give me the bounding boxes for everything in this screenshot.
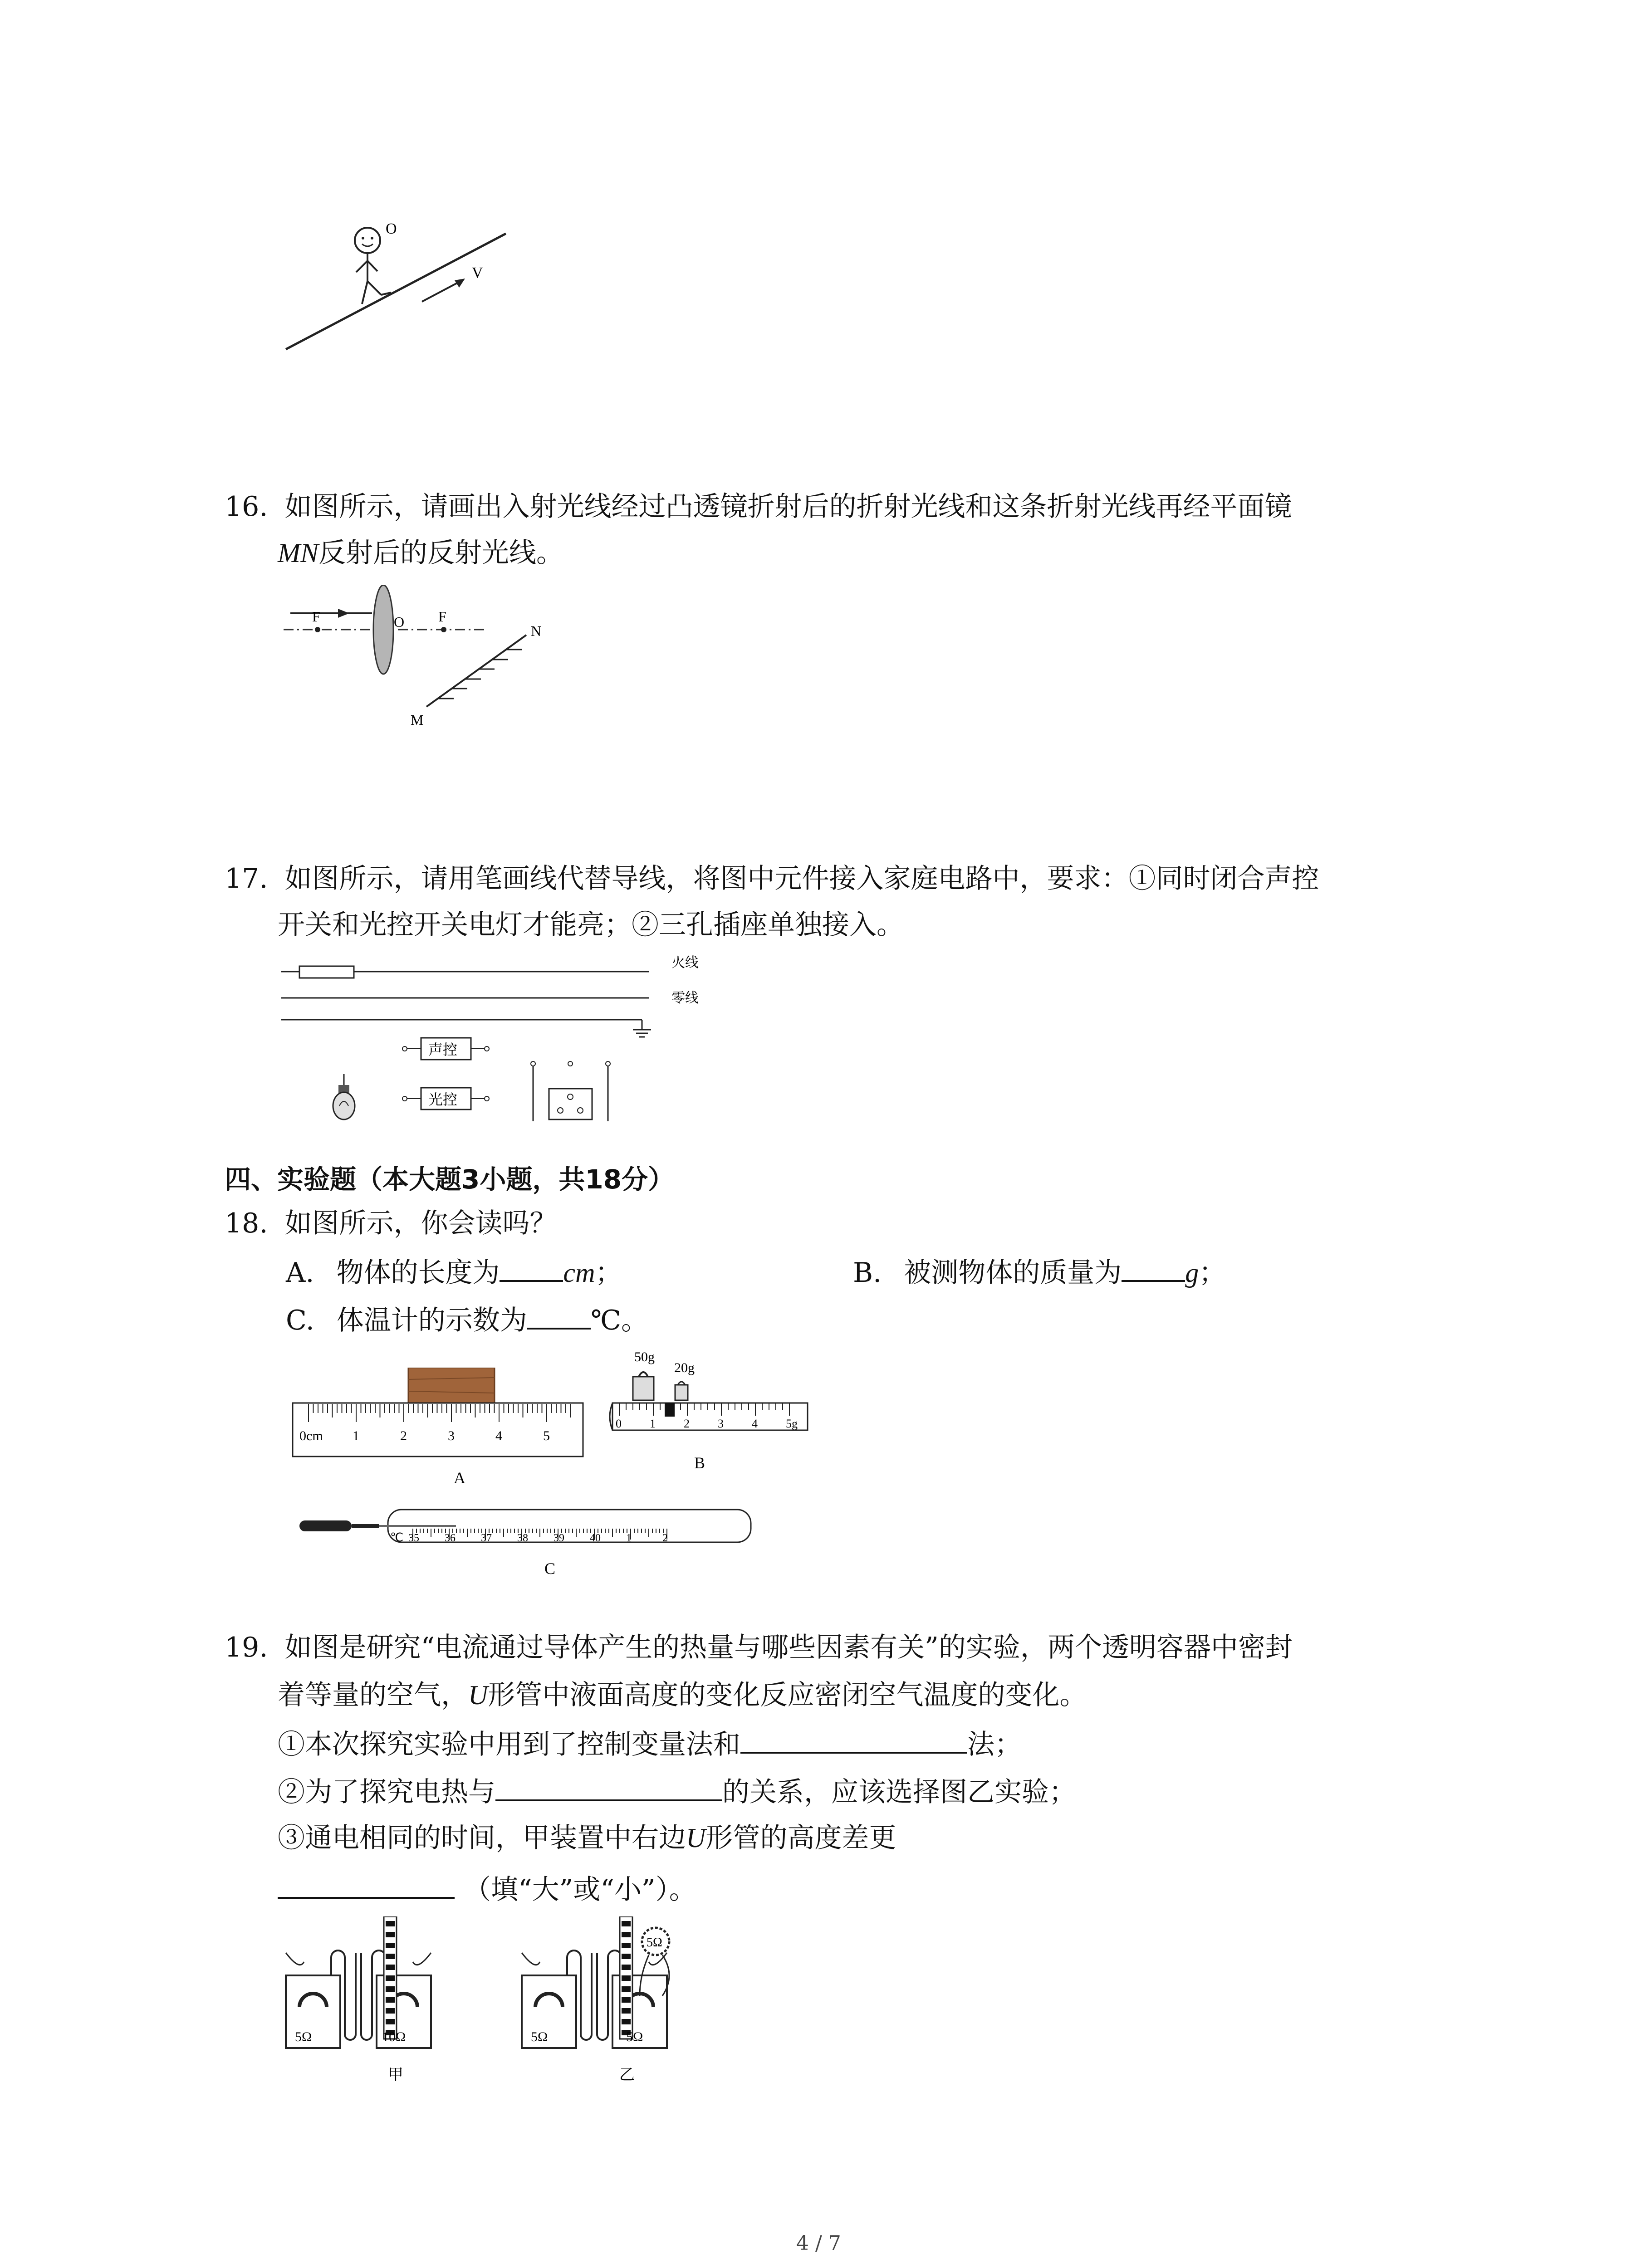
q19-item1-pre: ①本次探究实验中用到了控制变量法和 [278, 1729, 740, 1760]
thermo-tick-label: 35 [408, 1532, 419, 1544]
q18-weight-20g: 20g [674, 1360, 695, 1375]
q19-item3-tail: （填“大”或“小”）。 [464, 1874, 696, 1906]
ruler-tick-label: 4 [495, 1428, 502, 1443]
q15-label-o: O [386, 220, 397, 237]
q19-jia-left-res: 5Ω [295, 2029, 312, 2044]
q19-item3 [278, 1819, 896, 1857]
q18-intro: 如图所示，你会读吗？ [284, 1207, 557, 1239]
q19-item1-blank[interactable] [740, 1724, 967, 1754]
q17-text-line2: 开关和光控开关电灯才能亮；②三孔插座单独接入。 [278, 909, 904, 941]
q18-b-label: B. [853, 1257, 882, 1289]
q16-label-f-right: F [438, 608, 446, 625]
q17-line2 [278, 906, 904, 944]
q18-label-a: A [454, 1469, 465, 1487]
q19-yi-left-res: 5Ω [531, 2029, 548, 2044]
q18-part-c [286, 1300, 648, 1339]
q19-figure [277, 1916, 767, 2121]
q18-thermometer-figure [297, 1506, 760, 1588]
q16-figure [281, 585, 563, 730]
q19-item1 [278, 1724, 1022, 1764]
q17-label-neutral: 零线 [671, 990, 699, 1006]
q18-balance-figure [603, 1345, 812, 1490]
scale-tick-label: 2 [684, 1417, 690, 1430]
q16-label-m: M [411, 712, 424, 728]
page-number: 4 / 7 [796, 2232, 841, 2255]
q17-text-line1: 如图所示，请用笔画线代替导线，将图中元件接入家庭电路中，要求：①同时闭合声控 [284, 863, 1319, 894]
ruler-tick-label: 5 [543, 1428, 550, 1443]
q19-line1 [225, 1628, 1293, 1667]
q19-u-2: U [686, 1823, 706, 1853]
q18-c-blank[interactable] [527, 1300, 591, 1330]
q18-a-text: 物体的长度为 [336, 1257, 500, 1289]
q18-b-text: 被测物体的质量为 [904, 1257, 1122, 1289]
thermo-tick-label: 40 [590, 1532, 601, 1544]
q19-apparatus-yi [522, 1916, 669, 2084]
scale-tick-label: 1 [650, 1417, 656, 1430]
thermo-tick-label: 39 [554, 1532, 564, 1544]
q19-number: 19. [225, 1632, 268, 1663]
q19-jia-right-res: 10Ω [382, 2029, 406, 2044]
q19-item3-pre: ③通电相同的时间，甲装置中右边 [278, 1822, 686, 1854]
q18-part-a [286, 1252, 622, 1292]
thermo-tick-label: 37 [481, 1532, 492, 1544]
q16-label-n: N [531, 623, 542, 639]
q18-label-b: B [694, 1454, 705, 1472]
q16-label-f-left: F [312, 608, 320, 625]
q19-item2-post: 的关系，应该选择图乙实验； [722, 1776, 1076, 1808]
ruler-tick-label: 1 [353, 1428, 359, 1443]
q19-item2-blank[interactable] [495, 1771, 722, 1801]
scale-tick-label: 5g [786, 1417, 798, 1430]
q19-u-1: U [468, 1680, 488, 1710]
q18-a-blank[interactable] [500, 1252, 563, 1282]
q17-circuit-figure [277, 953, 726, 1134]
scale-tick-label: 4 [752, 1417, 758, 1430]
scale-tick-label: 3 [718, 1417, 724, 1430]
q18-part-b [853, 1252, 1226, 1292]
q19-item3-cont [278, 1869, 696, 1909]
q16-mn: MN [278, 538, 318, 568]
thermo-tick-label: 38 [517, 1532, 528, 1544]
q15-figure [272, 213, 526, 358]
q16-label-o: O [394, 614, 405, 630]
q19-item2 [278, 1771, 1076, 1811]
q18-b-end: ； [1199, 1257, 1226, 1289]
q18-a-end: ； [595, 1257, 622, 1289]
q19-text-line2-pre: 着等量的空气， [278, 1679, 468, 1711]
q18-a-unit: cm [563, 1258, 595, 1288]
q19-apparatus-jia [286, 1916, 431, 2084]
scale-tick-label: 0 [616, 1417, 622, 1430]
q16-number: 16. [225, 491, 268, 523]
q18-a-label: A. [286, 1257, 314, 1289]
q16-line1 [225, 488, 1292, 526]
q18-c-text: 体温计的示数为 [336, 1305, 527, 1336]
q17-line1 [225, 860, 1319, 898]
q16-line2 [278, 534, 563, 572]
q17-label-sound-switch: 声控 [428, 1041, 458, 1058]
ruler-tick-label: 0cm [299, 1428, 323, 1443]
q17-label-live: 火线 [671, 955, 699, 971]
q17-number: 17. [225, 863, 268, 894]
q18-b-blank[interactable] [1122, 1252, 1185, 1282]
q19-item1-post: 法； [967, 1729, 1022, 1760]
q19-line2 [278, 1676, 1087, 1714]
section4-title: 四、实验题（本大题3小题，共18分） [225, 1164, 675, 1195]
q15-label-v: V [472, 264, 483, 281]
q19-item3-post: 形管的高度差更 [705, 1822, 896, 1854]
ruler-tick-label: 2 [400, 1428, 407, 1443]
q19-yi-parallel-res: 5Ω [647, 1936, 662, 1950]
q18-c-label: C. [286, 1305, 314, 1336]
ruler-tick-label: 3 [448, 1428, 455, 1443]
thermo-tick-label: 1 [626, 1532, 632, 1544]
q18-c-end: ℃。 [590, 1305, 649, 1336]
thermo-tick-label: 36 [445, 1532, 456, 1544]
q19-label-yi: 乙 [619, 2066, 635, 2084]
q18-thermo-unit: ℃ [390, 1531, 404, 1544]
q19-text-line2-post: 形管中液面高度的变化反应密闭空气温度的变化。 [488, 1679, 1087, 1711]
q19-item2-pre: ②为了探究电热与 [278, 1776, 495, 1808]
q19-text-line1: 如图是研究“电流通过导体产生的热量与哪些因素有关”的实验，两个透明容器中密封 [284, 1632, 1293, 1663]
q18-number: 18. [225, 1207, 268, 1239]
q18-b-unit: g [1185, 1258, 1199, 1288]
q18-label-c: C [544, 1559, 556, 1578]
q16-text-line1: 如图所示，请画出入射光线经过凸透镜折射后的折射光线和这条折射光线再经平面镜 [284, 491, 1292, 523]
q19-label-jia: 甲 [388, 2066, 403, 2084]
q16-text-line2: 反射后的反射光线。 [318, 537, 563, 569]
q18-weight-50g: 50g [634, 1349, 655, 1364]
q19-item3-blank[interactable] [278, 1869, 455, 1899]
thermo-tick-label: 2 [662, 1532, 668, 1544]
q18-ruler-figure [290, 1368, 599, 1490]
q17-label-light-switch: 光控 [428, 1091, 458, 1108]
q18-intro-line [225, 1204, 557, 1242]
q19-yi-right-res: 5Ω [626, 2029, 643, 2044]
